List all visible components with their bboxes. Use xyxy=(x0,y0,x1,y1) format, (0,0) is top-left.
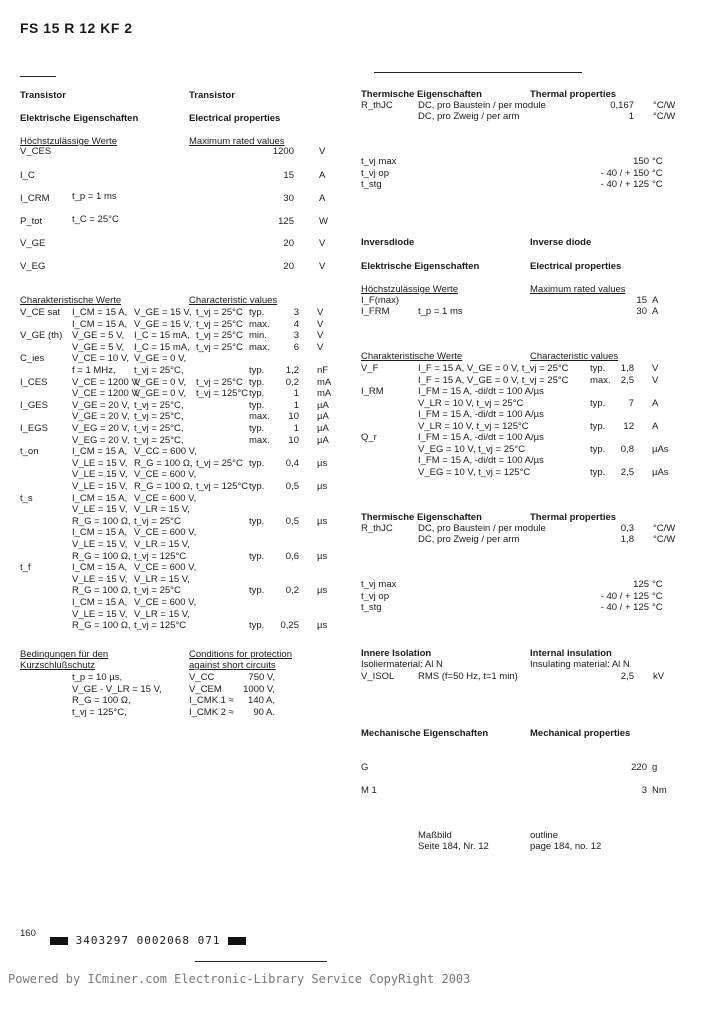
char-condition-2: t_vj = 125°C xyxy=(134,620,187,632)
char-condition-1: I_CM = 15 A, xyxy=(72,307,128,318)
footer-rule xyxy=(195,961,327,962)
char-condition-3: t_vj = 25°C xyxy=(196,376,243,388)
char-qualifier: min. xyxy=(249,330,267,342)
char-condition-2: V_CE = 600 V, xyxy=(134,492,197,504)
char-condition-1: I_CM = 15 A, xyxy=(72,527,128,539)
mechanical-symbol: M 1 xyxy=(361,785,377,796)
char-condition-2: R_G = 100 Ω, xyxy=(134,457,193,469)
temperature-unit: °C xyxy=(652,579,663,590)
short-circuit-symbol: I_CMK 1 ≈ xyxy=(189,695,234,707)
diode-char-symbol: Q_r xyxy=(361,432,377,443)
max-ratings-heading-en: Maximum rated values xyxy=(189,136,285,147)
thermal-heading-de: Thermische Eigenschaften xyxy=(361,89,482,100)
diode-char-condition: I_FM = 15 A, -di/dt = 100 A/µs xyxy=(418,432,544,443)
max-rating-symbol: P_tot xyxy=(20,216,43,227)
char-condition-1: V_GE = 20 V, xyxy=(72,411,130,423)
section-transistor-de: Transistor xyxy=(20,90,66,101)
char-value: 0,2 xyxy=(285,376,299,388)
diode-char-unit: V xyxy=(652,374,659,386)
mechanical-heading-de: Mechanische Eigenschaften xyxy=(361,728,489,739)
char-symbol: V_GE (th) xyxy=(20,330,63,342)
diode-char-qualifier: typ. xyxy=(590,397,606,409)
short-circuit-symbol: V_CC xyxy=(189,672,215,683)
page-number: 160 xyxy=(20,928,36,939)
char-condition-1: R_G = 100 Ω, xyxy=(72,585,131,597)
temperature-symbol: t_stg xyxy=(361,179,382,190)
thermal-unit: °C/W xyxy=(653,111,676,122)
char-symbol: V_CE sat xyxy=(20,307,61,318)
char-condition-1: V_LE = 15 V, xyxy=(72,539,128,550)
diode-char-condition: V_EG = 10 V, t_vj = 125°C xyxy=(418,466,531,478)
diode-char-unit: µAs xyxy=(652,466,669,478)
char-qualifier: typ. xyxy=(249,423,265,434)
thermal-value: 1,8 xyxy=(620,534,634,545)
thermal-unit: °C/W xyxy=(653,100,676,111)
temperature-unit: °C xyxy=(652,602,663,613)
temperature-value: - 40 / + 125 xyxy=(600,602,649,613)
max-ratings-heading-de: Höchstzulässige Werte xyxy=(20,136,117,147)
char-condition-3: t_vj = 25°C xyxy=(196,307,243,318)
char-condition-2: V_LR = 15 V, xyxy=(134,608,190,620)
max-rating-unit: V xyxy=(319,146,326,157)
char-condition-1: I_CM = 15 A, xyxy=(72,597,128,608)
char-condition-2: V_LR = 15 V, xyxy=(134,539,190,550)
char-condition-1: V_LE = 15 V, xyxy=(72,481,128,492)
char-condition-1: R_G = 100 Ω, xyxy=(72,515,131,527)
char-condition-1: V_LE = 15 V, xyxy=(72,457,128,469)
thermal-condition: DC, pro Baustein / per module xyxy=(418,523,546,534)
isolation-value: 2,5 xyxy=(620,671,634,682)
char-unit: µA xyxy=(317,411,329,423)
char-condition-2: t_vj = 25°C, xyxy=(134,365,184,376)
thermal-value: 1 xyxy=(628,111,634,122)
thermal-heading-en: Thermal properties xyxy=(530,512,617,523)
char-symbol: C_ies xyxy=(20,353,45,365)
page-title: FS 15 R 12 KF 2 xyxy=(20,20,133,36)
diode-char-symbol: V_F xyxy=(361,363,379,374)
diode-max-symbol: I_F(max) xyxy=(361,295,399,306)
char-condition-2: V_GE = 0 V, xyxy=(134,388,187,400)
mechanical-unit: g xyxy=(652,762,658,773)
max-rating-value: 30 xyxy=(283,193,294,204)
char-symbol: t_s xyxy=(20,492,33,504)
max-rating-symbol: V_GE xyxy=(20,238,46,249)
char-value: 0,4 xyxy=(285,457,299,469)
short-circuit-heading-en-1: Conditions for protection xyxy=(189,649,292,660)
char-condition-1: V_GE = 20 V, xyxy=(72,399,130,411)
max-rating-value: 20 xyxy=(283,238,294,249)
diode-char-qualifier: typ. xyxy=(590,443,606,455)
char-qualifier: max. xyxy=(249,341,270,353)
thermal-symbol: R_thJC xyxy=(361,100,393,111)
diode-char-value: 1,8 xyxy=(620,363,634,374)
char-value: 1 xyxy=(293,388,299,400)
char-value: 6 xyxy=(293,341,299,353)
char-value: 0,2 xyxy=(285,585,299,597)
isolation-material-en: Insulating material: Al N xyxy=(530,659,630,670)
diode-char-condition: I_F = 15 A, V_GE = 0 V, t_vj = 25°C xyxy=(418,374,569,386)
diode-char-qualifier: typ. xyxy=(590,466,606,478)
diode-electrical-en: Electrical properties xyxy=(530,261,622,272)
char-condition-2: V_GE = 0 V, xyxy=(134,376,187,388)
char-condition-2: V_GE = 15 V, xyxy=(134,307,192,318)
char-values-heading-en: Characteristic values xyxy=(189,295,278,306)
diode-max-unit: A xyxy=(652,306,659,317)
footer-copyright: Powered by ICminer.com Electronic-Library Service CopyRight 2003 xyxy=(8,972,471,986)
max-rating-condition: t_C = 25°C xyxy=(72,214,119,225)
temperature-symbol: t_vj max xyxy=(361,579,397,590)
diode-char-unit: µAs xyxy=(652,443,669,455)
char-unit: V xyxy=(317,318,324,330)
max-rating-unit: A xyxy=(319,170,326,181)
char-symbol: t_on xyxy=(20,446,39,458)
diode-electrical-de: Elektrische Eigenschaften xyxy=(361,261,480,272)
short-circuit-heading-en-2: against short circuits xyxy=(189,660,276,671)
diode-char-condition: I_FM = 15 A, -di/dt = 100 A/µs xyxy=(418,455,544,466)
outline-label-en: outline xyxy=(530,830,558,841)
outline-ref-de: Seite 184, Nr. 12 xyxy=(418,841,489,852)
temperature-symbol: t_vj op xyxy=(361,167,389,179)
char-unit: µA xyxy=(317,399,329,411)
temperature-unit: °C xyxy=(652,179,663,190)
max-rating-symbol: I_CRM xyxy=(20,193,50,204)
char-qualifier: typ. xyxy=(249,457,265,469)
char-condition-1: V_CE = 1200 V, xyxy=(72,376,140,388)
diode-max-value: 30 xyxy=(636,306,647,317)
char-condition-2: V_LR = 15 V, xyxy=(134,573,190,585)
char-qualifier: max. xyxy=(249,434,270,446)
short-circuit-value: 1000 V, xyxy=(243,683,275,695)
barcode-block-right xyxy=(228,937,246,945)
mechanical-value: 220 xyxy=(631,762,647,773)
char-value: 10 xyxy=(288,411,299,423)
max-rating-symbol: I_C xyxy=(20,170,35,181)
char-qualifier: typ. xyxy=(249,585,265,597)
char-condition-1: I_CM = 15 A, xyxy=(72,446,128,458)
char-condition-3: t_vj = 125°C xyxy=(196,481,249,492)
char-condition-3: t_vj = 25°C xyxy=(196,457,243,469)
max-rating-unit: V xyxy=(319,261,326,272)
max-rating-unit: A xyxy=(319,193,326,204)
temperature-unit: °C xyxy=(652,156,663,167)
char-condition-2: t_vj = 25°C, xyxy=(134,399,184,411)
diode-char-condition: I_FM = 15 A, -di/dt = 100 A/µs xyxy=(418,386,544,397)
diode-char-condition: V_LR = 10 V, t_vj = 125°C xyxy=(418,420,529,432)
char-condition-1: V_CE = 1200 V, xyxy=(72,388,140,400)
barcode-line xyxy=(50,934,246,947)
short-circuit-condition: V_GE - V_LR = 15 V, xyxy=(72,683,162,695)
char-symbol: I_EGS xyxy=(20,423,48,434)
divider-right xyxy=(374,72,582,73)
max-rating-value: 125 xyxy=(278,216,294,227)
short-circuit-value: 140 A, xyxy=(248,695,275,707)
char-condition-2: V_CE = 600 V, xyxy=(134,562,197,574)
barcode-block-left xyxy=(50,937,68,945)
char-qualifier: typ. xyxy=(249,515,265,527)
thermal-unit: °C/W xyxy=(653,523,676,534)
char-condition-2: I_C = 15 mA, xyxy=(134,330,190,342)
temperature-value: - 40 / + 125 xyxy=(600,590,649,602)
char-condition-3: t_vj = 25°C xyxy=(196,318,243,330)
char-unit: V xyxy=(317,330,324,342)
temperature-symbol: t_vj max xyxy=(361,156,397,167)
char-value: 1 xyxy=(293,399,299,411)
char-value: 0,6 xyxy=(285,550,299,562)
mechanical-value: 3 xyxy=(641,785,647,796)
barcode-digits: 3403297 0002068 071 xyxy=(75,934,221,947)
thermal-value: 0,167 xyxy=(610,100,634,111)
isolation-unit: kV xyxy=(653,671,665,682)
char-condition-1: f = 1 MHz, xyxy=(72,365,116,376)
char-qualifier: typ. xyxy=(249,550,265,562)
thermal-heading-de: Thermische Eigenschaften xyxy=(361,512,482,523)
temperature-value: 150 xyxy=(633,156,649,167)
char-condition-2: t_vj = 125°C xyxy=(134,550,187,562)
char-symbol: I_GES xyxy=(20,399,48,411)
char-qualifier: typ. xyxy=(249,399,265,411)
char-unit: nF xyxy=(317,365,329,376)
diode-char-unit: V xyxy=(652,363,659,374)
temperature-unit: °C xyxy=(652,167,663,179)
char-condition-2: V_CC = 600 V, xyxy=(134,446,197,458)
char-condition-1: I_CM = 15 A, xyxy=(72,492,128,504)
char-condition-2: V_GE = 15 V, xyxy=(134,318,192,330)
char-symbol: I_CES xyxy=(20,376,48,388)
isolation-symbol: V_ISOL xyxy=(361,671,395,682)
char-condition-3: t_vj = 125°C xyxy=(196,388,249,400)
section-electrical-en: Electrical properties xyxy=(189,113,281,124)
char-condition-1: V_LE = 15 V, xyxy=(72,504,128,516)
char-symbol: t_f xyxy=(20,562,31,574)
char-condition-2: V_GE = 0 V, xyxy=(134,353,187,365)
diode-heading-en: Inverse diode xyxy=(530,237,592,248)
char-condition-1: V_GE = 5 V, xyxy=(72,341,125,353)
section-electrical-de: Elektrische Eigenschaften xyxy=(20,113,139,124)
short-circuit-value: 750 V, xyxy=(248,672,275,683)
diode-max-unit: A xyxy=(652,295,659,306)
diode-char-value: 2,5 xyxy=(620,374,634,386)
char-unit: µs xyxy=(317,457,328,469)
char-value: 3 xyxy=(293,330,299,342)
char-value: 0,5 xyxy=(285,481,299,492)
char-condition-1: V_CE = 10 V, xyxy=(72,353,129,365)
temperature-value: 125 xyxy=(633,579,649,590)
mechanical-symbol: G xyxy=(361,762,369,773)
diode-max-value: 15 xyxy=(636,295,647,306)
char-qualifier: typ. xyxy=(249,388,265,400)
short-circuit-heading-de-1: Bedingungen für den xyxy=(20,649,109,660)
char-condition-2: R_G = 100 Ω, xyxy=(134,481,193,492)
char-value: 4 xyxy=(293,318,299,330)
char-condition-2: t_vj = 25°C, xyxy=(134,423,184,434)
char-unit: mA xyxy=(317,388,332,400)
char-qualifier: typ. xyxy=(249,620,265,632)
diode-char-value: 2,5 xyxy=(620,466,634,478)
char-condition-2: V_CE = 600 V, xyxy=(134,469,197,481)
short-circuit-symbol: V_CEM xyxy=(189,683,222,695)
char-value: 0,5 xyxy=(285,515,299,527)
char-condition-1: V_LE = 15 V, xyxy=(72,608,128,620)
max-rating-symbol: V_EG xyxy=(20,261,46,272)
diode-char-unit: A xyxy=(652,397,659,409)
mechanical-heading-en: Mechanical properties xyxy=(530,728,631,739)
short-circuit-condition: t_vj = 125°C, xyxy=(72,707,127,719)
char-value: 10 xyxy=(288,434,299,446)
char-condition-2: I_C = 15 mA, xyxy=(134,341,190,353)
char-condition-1: R_G = 100 Ω, xyxy=(72,620,131,632)
char-values-heading-de: Charakteristische Werte xyxy=(20,295,122,306)
char-qualifier: typ. xyxy=(249,307,265,318)
diode-char-qualifier: typ. xyxy=(590,363,606,374)
char-unit: µA xyxy=(317,434,329,446)
diode-char-condition: V_EG = 10 V, t_vj = 25°C xyxy=(418,443,525,455)
thermal-condition: DC, pro Baustein / per module xyxy=(418,100,546,111)
short-circuit-condition: R_G = 100 Ω, xyxy=(72,695,131,707)
char-value: 0,25 xyxy=(280,620,299,632)
diode-max-heading-en: Maximum rated values xyxy=(530,284,626,295)
char-unit: µs xyxy=(317,585,328,597)
diode-char-condition: I_F = 15 A, V_GE = 0 V, t_vj = 25°C xyxy=(418,363,569,374)
max-rating-unit: V xyxy=(319,238,326,249)
diode-max-condition: t_p = 1 ms xyxy=(418,306,463,317)
diode-char-condition: I_FM = 15 A, -di/dt = 100 A/µs xyxy=(418,409,544,420)
thermal-condition: DC, pro Zweig / per arm xyxy=(418,534,520,545)
thermal-symbol: R_thJC xyxy=(361,523,393,534)
diode-char-heading-en: Characteristic values xyxy=(530,351,619,362)
diode-char-symbol: I_RM xyxy=(361,386,384,397)
char-qualifier: max. xyxy=(249,318,270,330)
char-unit: V xyxy=(317,341,324,353)
thermal-value: 0,3 xyxy=(620,523,634,534)
char-qualifier: typ. xyxy=(249,376,265,388)
char-condition-3: t_vj = 25°C xyxy=(196,341,243,353)
isolation-condition: RMS (f=50 Hz, t=1 min) xyxy=(418,671,518,682)
char-value: 3 xyxy=(293,307,299,318)
isolation-heading-de: Innere Isolation xyxy=(361,648,432,659)
mechanical-unit: Nm xyxy=(652,785,667,796)
thermal-heading-en: Thermal properties xyxy=(530,89,617,100)
char-condition-2: V_CE = 600 V, xyxy=(134,527,197,539)
char-condition-2: V_LR = 15 V, xyxy=(134,504,190,516)
char-unit: µA xyxy=(317,423,329,434)
short-circuit-heading-de-2: Kurzschlußschutz xyxy=(20,660,95,671)
diode-char-qualifier: max. xyxy=(590,374,611,386)
char-condition-1: I_CM = 15 A, xyxy=(72,562,128,574)
max-rating-value: 15 xyxy=(283,170,294,181)
char-condition-3: t_vj = 25°C xyxy=(196,330,243,342)
short-circuit-symbol: I_CMK 2 ≈ xyxy=(189,707,234,719)
char-condition-1: V_LE = 15 V, xyxy=(72,469,128,481)
char-condition-2: t_vj = 25°C xyxy=(134,515,181,527)
temperature-symbol: t_stg xyxy=(361,602,382,613)
char-condition-2: t_vj = 25°C, xyxy=(134,411,184,423)
divider-left xyxy=(20,76,56,77)
char-condition-1: I_CM = 15 A, xyxy=(72,318,128,330)
temperature-value: - 40 / + 150 xyxy=(600,167,649,179)
diode-heading-de: Inversdiode xyxy=(361,237,415,248)
char-condition-1: V_EG = 20 V, xyxy=(72,434,130,446)
isolation-heading-en: Internal insulation xyxy=(530,648,612,659)
char-condition-2: V_CE = 600 V, xyxy=(134,597,197,608)
diode-char-heading-de: Charakteristische Werte xyxy=(361,351,463,362)
short-circuit-value: 90 A. xyxy=(253,707,275,719)
outline-ref-en: page 184, no. 12 xyxy=(530,841,602,852)
diode-char-unit: A xyxy=(652,420,659,432)
max-rating-condition: t_p = 1 ms xyxy=(72,191,117,202)
diode-max-heading-de: Höchstzulässige Werte xyxy=(361,284,458,295)
char-condition-2: t_vj = 25°C xyxy=(134,585,181,597)
char-unit: µs xyxy=(317,620,328,632)
char-condition-1: V_EG = 20 V, xyxy=(72,423,130,434)
char-unit: µs xyxy=(317,481,328,492)
diode-char-qualifier: typ. xyxy=(590,420,606,432)
short-circuit-condition: t_p = 10 µs, xyxy=(72,672,123,683)
char-condition-1: V_LE = 15 V, xyxy=(72,573,128,585)
char-value: 1,2 xyxy=(285,365,299,376)
diode-char-value: 0,8 xyxy=(620,443,634,455)
char-condition-2: t_vj = 25°C, xyxy=(134,434,184,446)
char-qualifier: typ. xyxy=(249,365,265,376)
char-condition-1: R_G = 100 Ω, xyxy=(72,550,131,562)
char-qualifier: typ. xyxy=(249,481,265,492)
max-rating-symbol: V_CES xyxy=(20,146,52,157)
section-transistor-en: Transistor xyxy=(189,90,235,101)
max-rating-unit: W xyxy=(319,216,328,227)
char-unit: µs xyxy=(317,550,328,562)
max-rating-value: 1200 xyxy=(272,146,294,157)
char-qualifier: max. xyxy=(249,411,270,423)
diode-char-condition: V_LR = 10 V, t_vj = 25°C xyxy=(418,397,524,409)
outline-label-de: Maßbild xyxy=(418,830,452,841)
diode-max-symbol: I_FRM xyxy=(361,306,390,317)
diode-char-value: 7 xyxy=(628,397,634,409)
max-rating-value: 20 xyxy=(283,261,294,272)
temperature-value: - 40 / + 125 xyxy=(600,179,649,190)
char-condition-1: V_GE = 5 V, xyxy=(72,330,125,342)
char-unit: µs xyxy=(317,515,328,527)
thermal-condition: DC, pro Zweig / per arm xyxy=(418,111,520,122)
temperature-unit: °C xyxy=(652,590,663,602)
char-unit: mA xyxy=(317,376,332,388)
thermal-unit: °C/W xyxy=(653,534,676,545)
isolation-material-de: Isoliermaterial: Al N xyxy=(361,659,443,670)
temperature-symbol: t_vj op xyxy=(361,590,389,602)
char-unit: V xyxy=(317,307,324,318)
char-value: 1 xyxy=(293,423,299,434)
diode-char-value: 12 xyxy=(623,420,634,432)
